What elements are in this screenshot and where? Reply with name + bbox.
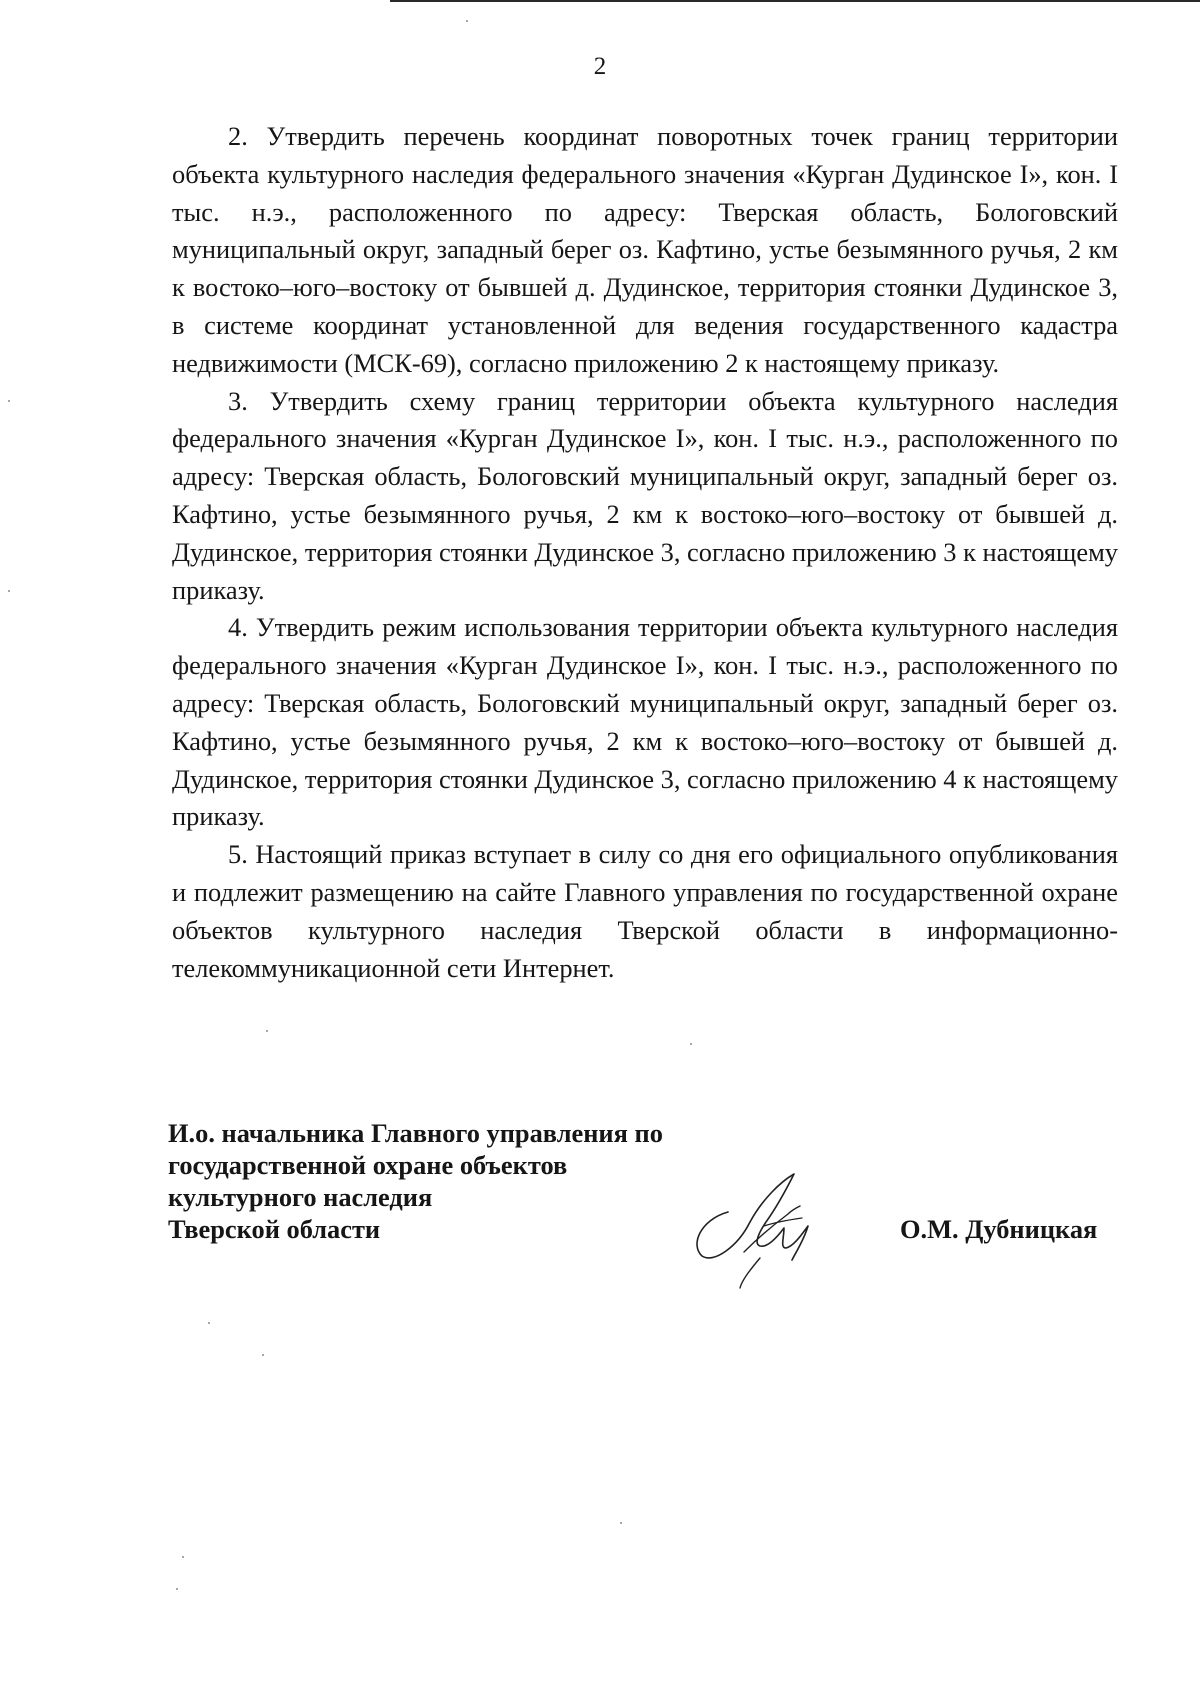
scan-speck [266, 1030, 268, 1032]
page-number: 2 [593, 53, 607, 80]
signer-name: О.М. Дубницкая [900, 1214, 1098, 1244]
signatory-position [168, 1117, 663, 1245]
top-scan-edge-line [390, 0, 1200, 2]
signatory-position-line: Тверской области [168, 1214, 381, 1244]
paragraph-3: 3. Утвердить схему границ территории объекта культурного наследия федерального значения «Курган Дудинское I», кон. I тыс. н.э., расположенного по адресу: Тверская область, Бологовский муниципальный округ, западный берег оз. Кафтино, устье безымянного ручья, 2 км к востоко–юго–востоку от бывшей д. Дудинское, территория стоянки Дудинское 3, согласно приложению 3 к настоящему приказу. [172, 385, 1118, 605]
scan-speck [262, 1354, 264, 1356]
paragraph-4: 4. Утвердить режим использования территории объекта культурного наследия федерального значения «Курган Дудинское I», кон. I тыс. н.э., расположенного по адресу: Тверская область, Бологовский муниципальный округ, западный берег оз. Кафтино, устье безымянного ручья, 2 км к востоко–юго–востоку от бывшей д. Дудинское, территория стоянки Дудинское 3, согласно приложению 4 к настоящему приказу. [172, 612, 1118, 832]
scan-speck [208, 1322, 210, 1324]
scan-speck [620, 1522, 622, 1524]
scan-speck [176, 1588, 178, 1590]
scan-speck [466, 20, 468, 22]
signatory-position-line: культурного наследия [168, 1182, 433, 1212]
document-body [172, 118, 1118, 987]
scan-speck [8, 590, 10, 592]
signatory-position-line: И.о. начальника Главного управления по [168, 1118, 663, 1148]
scan-speck [8, 400, 10, 402]
scan-speck [690, 1043, 692, 1045]
paragraph-2: 2. Утвердить перечень координат поворотных точек границ территории объекта культурного наследия федерального значения «Курган Дудинское I», кон. I тыс. н.э., расположенного по адресу: Тверская область, Бологовский муниципальный округ, западный берег оз. Кафтино, устье безымянного ручья, 2 км к востоко–юго–востоку от бывшей д. Дудинское, территория стоянки Дудинское 3, в системе координат установленной для ведения государственного кадастра недвижимости (МСК-69), согласно приложению 2 к настоящему приказу. [172, 121, 1118, 378]
handwritten-signature [680, 1160, 840, 1290]
signatory-position-line: государственной охране объектов [168, 1150, 568, 1180]
paragraph-5: 5. Настоящий приказ вступает в силу со дня его официального опубликования и подлежит размещению на сайте Главного управления по государственной охране объектов культурного наследия Тверской области в информационно-телекоммуникационной сети Интернет. [172, 839, 1118, 983]
scan-speck [182, 1556, 184, 1558]
